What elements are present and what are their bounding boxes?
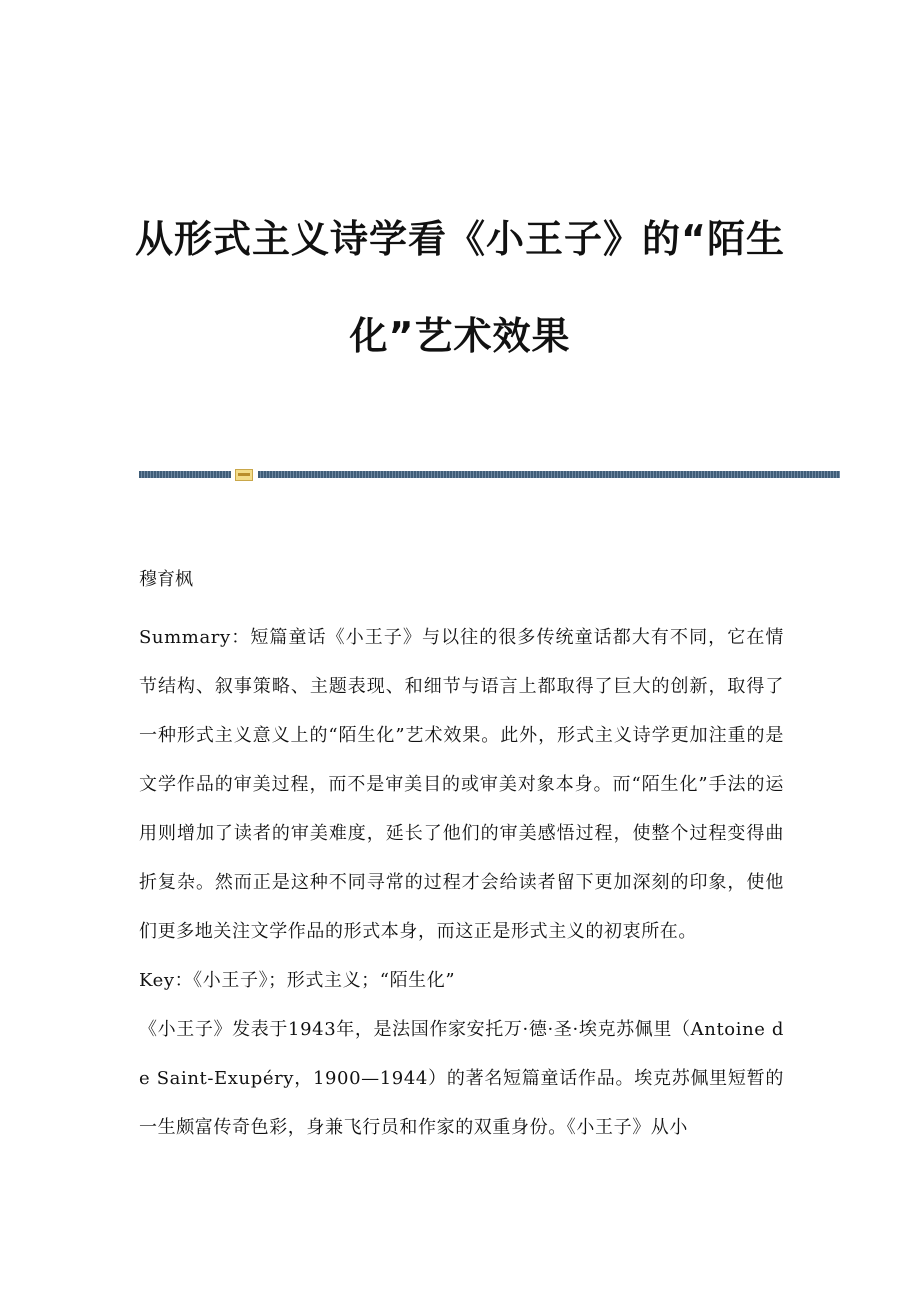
document-title-line-2: 化”艺术效果 xyxy=(349,314,571,358)
title-divider-right xyxy=(258,471,840,478)
body-paragraph: 《小王子》发表于1943年，是法国作家安托万·德·圣·埃克苏佩里（Antoine de Saint-Exupéry，1900—1944）的著名短篇童话作品。埃克苏佩里短暂的一生颇富传奇色彩，身兼飞行员和作家的双重身份。《小王子》从小 xyxy=(139,1019,784,1138)
summary-paragraph: Summary：短篇童话《小王子》与以往的很多传统童话都大有不同，它在情节结构、叙事策略、主题表现、和细节与语言上都取得了巨大的创新，取得了一种形式主义意义上的“陌生化”艺术效果。此外，形式主义诗学更加注重的是文学作品的审美过程，而不是审美目的或审美对象本身。而“陌生化”手法的运用则增加了读者的审美难度，延长了他们的审美感悟过程，使整个过程变得曲折复杂。然而正是这种不同寻常的过程才会给读者留下更加深刻的印象，使他们更多地关注文学作品的形式本身，而这正是形式主义的初衷所在。 xyxy=(139,627,784,942)
envelope-icon xyxy=(235,469,253,481)
keywords-line: Key：《小王子》；形式主义；“陌生化” xyxy=(139,970,456,991)
author-name: 穆育枫 xyxy=(139,569,193,590)
document-title-line-1: 从形式主义诗学看《小王子》的“陌生 xyxy=(135,217,785,261)
title-divider-left xyxy=(139,471,231,478)
